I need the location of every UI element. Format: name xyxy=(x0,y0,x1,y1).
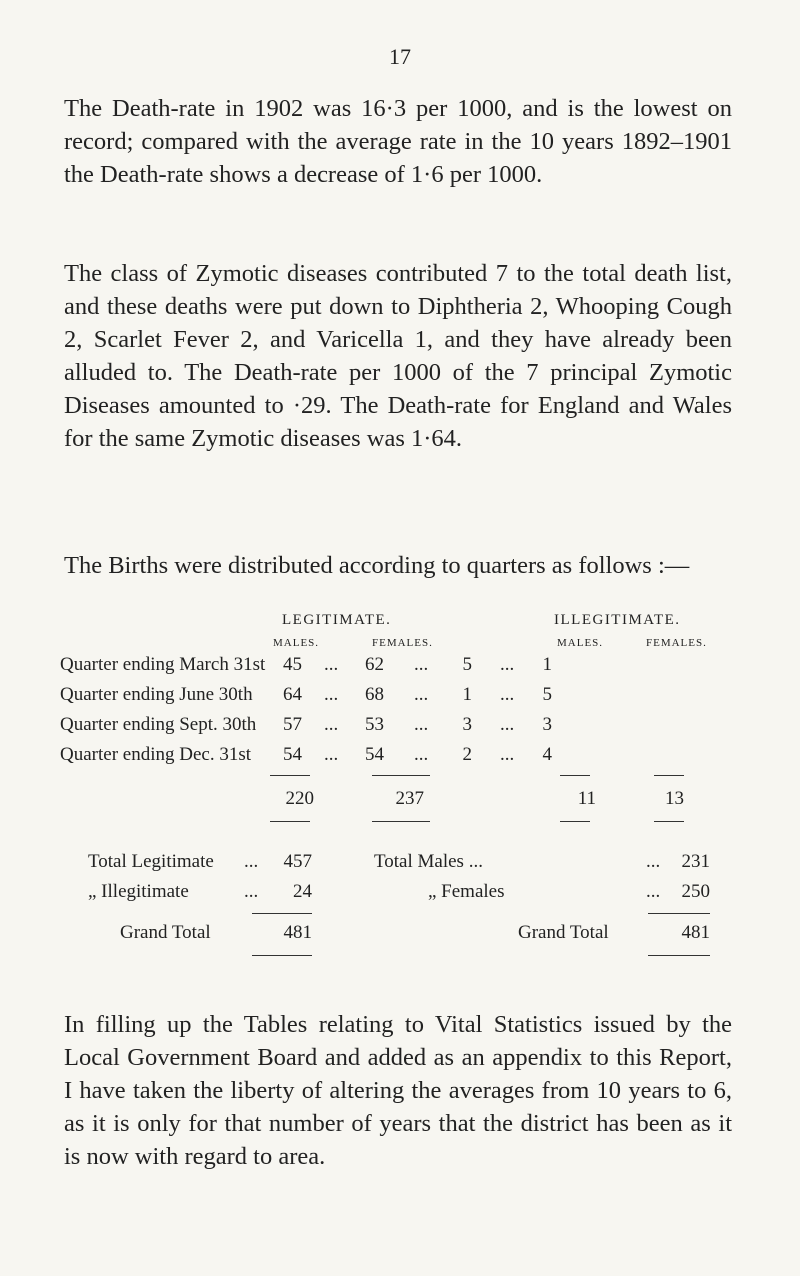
cell-legit-females: 53 xyxy=(365,714,384,735)
dot-leader: ... xyxy=(414,714,429,735)
cell-legit-females: 62 xyxy=(365,654,384,675)
cell-illegit-males: 5 xyxy=(462,654,472,675)
page-number: 17 xyxy=(389,44,411,69)
column-rule xyxy=(270,775,310,776)
cell-legit-males: 54 xyxy=(283,744,302,765)
cell-legit-females: 54 xyxy=(365,744,384,765)
summary-label: Total Males ... xyxy=(374,851,483,872)
grand-total-value: 481 xyxy=(283,922,312,943)
summary-value: 457 xyxy=(283,851,312,872)
total-legit-males: 220 xyxy=(285,788,314,809)
dot-leader: ... xyxy=(414,684,429,705)
cell-illegit-females: 1 xyxy=(542,654,552,675)
summary-rule xyxy=(648,913,710,914)
row-label: Quarter ending March 31st xyxy=(60,654,266,675)
cell-illegit-females: 5 xyxy=(542,684,552,705)
summary-label: „ Females xyxy=(428,881,505,902)
dot-leader: ... xyxy=(500,654,515,675)
row-label: Quarter ending Dec. 31st xyxy=(60,744,251,765)
cell-illegit-females: 3 xyxy=(542,714,552,735)
paragraph-births-intro: The Births were distributed according to quarters as follows :— xyxy=(64,552,690,579)
dot-leader: ... xyxy=(324,714,339,735)
cell-legit-males: 57 xyxy=(283,714,302,735)
dot-leader: ... xyxy=(324,744,339,765)
summary-rule xyxy=(252,955,312,956)
dot-leader: ... xyxy=(414,654,429,675)
dot-leader: ... xyxy=(244,851,259,872)
summary-value: 231 xyxy=(681,851,710,872)
cell-illegit-females: 4 xyxy=(542,744,552,765)
cell-legit-males: 45 xyxy=(283,654,302,675)
dot-leader: ... xyxy=(646,881,661,902)
cell-legit-males: 64 xyxy=(283,684,302,705)
paragraph-death-rate: The Death-rate in 1902 was 16·3 per 1000, and is the lowest on record; compared with the average rate in the 10 years 1892–1901 the Death-rate shows a decrease of 1·6 per 1000. xyxy=(64,95,732,188)
column-rule xyxy=(372,821,430,822)
cell-illegit-males: 2 xyxy=(462,744,472,765)
summary-rule xyxy=(252,913,312,914)
cell-illegit-males: 3 xyxy=(462,714,472,735)
subheader-legit-females: FEMALES. xyxy=(372,637,433,649)
dot-leader: ... xyxy=(500,714,515,735)
summary-rule xyxy=(648,955,710,956)
subheader-illegit-females: FEMALES. xyxy=(646,637,707,649)
grand-total-value: 481 xyxy=(681,922,710,943)
subheader-legit-males: MALES. xyxy=(273,637,320,649)
column-rule xyxy=(270,821,310,822)
column-rule xyxy=(560,775,590,776)
summary-label: „ Illegitimate xyxy=(88,881,189,902)
summary-label: Total Legitimate xyxy=(88,851,214,872)
total-illegit-females: 13 xyxy=(665,788,684,809)
dot-leader: ... xyxy=(324,684,339,705)
column-rule xyxy=(372,775,430,776)
row-label: Quarter ending Sept. 30th xyxy=(60,714,257,735)
summary-value: 24 xyxy=(293,881,312,902)
dot-leader: ... xyxy=(500,684,515,705)
paragraph-tables-note: In filling up the Tables relating to Vital Statistics issued by the Local Government Board and added as an appendix to this Report, I have taken the liberty of altering the averages from 10 years to 6, as it is only for that number of years that the district has been as it is now with regard to area. xyxy=(64,1011,732,1170)
dot-leader: ... xyxy=(324,654,339,675)
header-illegitimate: ILLEGITIMATE. xyxy=(554,612,681,628)
header-legitimate: LEGITIMATE. xyxy=(282,612,392,628)
dot-leader: ... xyxy=(500,744,515,765)
cell-illegit-males: 1 xyxy=(462,684,472,705)
total-legit-females: 237 xyxy=(395,788,424,809)
subheader-illegit-males: MALES. xyxy=(557,637,604,649)
total-illegit-males: 11 xyxy=(577,788,596,809)
row-label: Quarter ending June 30th xyxy=(60,684,253,705)
grand-total-label: Grand Total xyxy=(120,922,211,943)
summary-value: 250 xyxy=(681,881,710,902)
column-rule xyxy=(654,821,684,822)
dot-leader: ... xyxy=(244,881,259,902)
paragraph-zymotic: The class of Zymotic diseases contributed 7 to the total death list, and these deaths were put down to Diphtheria 2, Whooping Cough 2, Scarlet Fever 2, and Varicella 1, and they have already been alluded to. The Death-rate per 1000 of the 7 principal Zymotic Diseases amounted to ·29. The Death-rate for England and Wales for the same Zymotic diseases was 1·64. xyxy=(64,260,732,452)
column-rule xyxy=(654,775,684,776)
grand-total-label: Grand Total xyxy=(518,922,609,943)
dot-leader: ... xyxy=(646,851,661,872)
cell-legit-females: 68 xyxy=(365,684,384,705)
column-rule xyxy=(560,821,590,822)
dot-leader: ... xyxy=(414,744,429,765)
